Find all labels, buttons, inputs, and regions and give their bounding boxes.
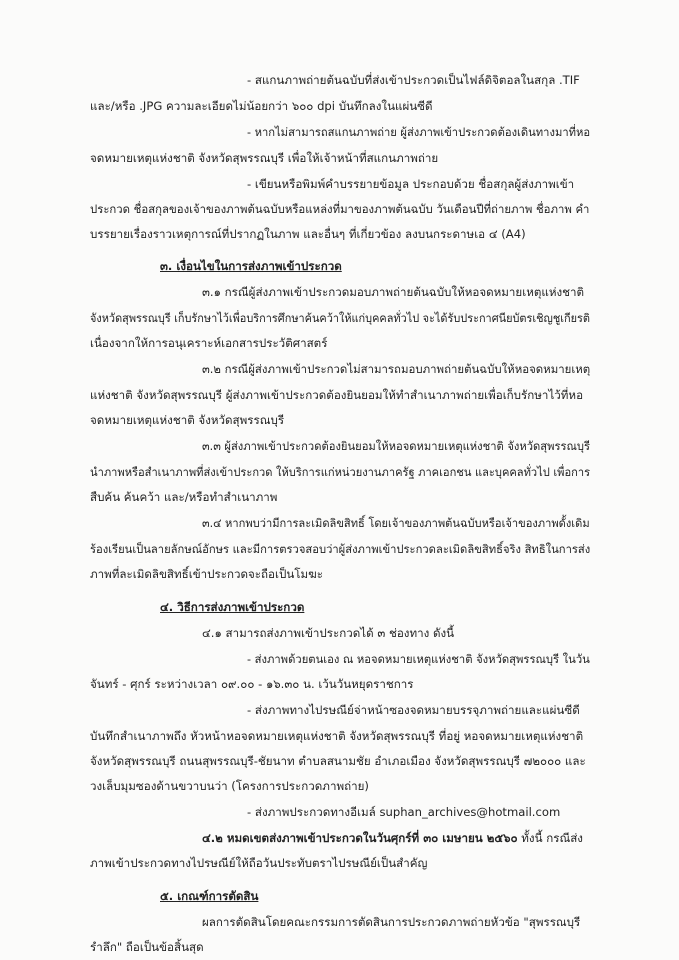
judging-text: ผลการตัดสินโดยคณะกรรมการตัดสินการประกวดภาพถ่ายหัวข้อ "สุพรรณบุรี xyxy=(202,915,581,929)
clause-3-1: ๓.๑ กรณีผู้ส่งภาพเข้าประกวดมอบภาพถ่ายต้นฉบับให้หอจดหมายเหตุแห่งชาติ xyxy=(202,285,585,299)
text-line: จันทร์ - ศุกร์ ระหว่างเวลา ๐๙.๐๐ - ๑๖.๓๐ น. เว้นวันหยุดราชการ xyxy=(90,677,414,691)
text-line: วงเล็บมุมซองด้านขวาบนว่า (โครงการประกวดภาพถ่าย) xyxy=(90,779,369,793)
text-line: รำลึก" ถือเป็นข้อสิ้นสุด xyxy=(90,940,204,954)
clause-3-2: ๓.๒ กรณีผู้ส่งภาพเข้าประกวดไม่สามารถมอบภาพถ่ายต้นฉบับให้หอจดหมายเหตุ xyxy=(202,362,591,376)
bullet-in-person: - ส่งภาพด้วยตนเอง ณ หอจดหมายเหตุแห่งชาติ จังหวัดสุพรรณบุรี ในวัน xyxy=(247,652,590,666)
text-line: และ/หรือ .JPG ความละเอียดไม่น้อยกว่า ๖๐๐ dpi บันทึกลงในแผ่นซีดี xyxy=(90,99,433,113)
bullet-email: - ส่งภาพประกวดทางอีเมล์ suphan_archives@hotmail.com xyxy=(247,805,561,819)
bullet-scan-file: - สแกนภาพถ่ายต้นฉบับที่ส่งเข้าประกวดเป็นไฟล์ดิจิตอลในสกุล .TIF xyxy=(247,73,580,87)
text-line: นำภาพหรือสำเนาภาพที่ส่งเข้าประกวด ให้บริการแก่หน่วยงานภาครัฐ ภาคเอกชน และบุคคลทั่วไป เพื่อการ xyxy=(90,465,591,479)
deadline-rest: ทั้งนี้ กรณีส่ง xyxy=(517,831,583,845)
text-line: สืบค้น ค้นคว้า และ/หรือทำสำเนาภาพ xyxy=(90,490,278,504)
text-line: จดหมายเหตุแห่งชาติ จังหวัดสุพรรณบุรี เพื่อให้เจ้าหน้าที่สแกนภาพถ่าย xyxy=(90,151,439,165)
text-line: ร้องเรียนเป็นลายลักษณ์อักษร และมีการตรวจสอบว่าผู้ส่งภาพเข้าประกวดละเมิดลิขสิทธิ์จริง สิทธิในการส่ง xyxy=(90,542,591,556)
bullet-no-scan: - หากไม่สามารถสแกนภาพถ่าย ผู้ส่งภาพเข้าประกวดต้องเดินทางมาที่หอ xyxy=(247,125,591,139)
text-line: ภาพเข้าประกวดทางไปรษณีย์ให้ถือวันประทับตราไปรษณีย์เป็นสำคัญ xyxy=(90,856,428,870)
bullet-post: - ส่งภาพทางไปรษณีย์จ่าหน้าซองจดหมายบรรจุภาพถ่ายและแผ่นซีดี xyxy=(247,703,580,717)
text-line: จังหวัดสุพรรณบุรี เก็บรักษาไว้เพื่อบริการศึกษาค้นคว้าให้แก่บุคคลทั่วไป จะได้รับประกาศนียบัตรเชิญชูเกียรติ xyxy=(90,311,590,325)
text-line: แห่งชาติ จังหวัดสุพรรณบุรี ผู้ส่งภาพเข้าประกวดต้องยินยอมให้ทำสำเนาภาพถ่ายเพื่อเก็บรักษาไว้ที่หอ xyxy=(90,388,584,402)
clause-3-3: ๓.๓ ผู้ส่งภาพเข้าประกวดต้องยินยอมให้หอจดหมายเหตุแห่งชาติ จังหวัดสุพรรณบุรี xyxy=(202,439,590,453)
text-line: บันทึกสำเนาภาพถึง หัวหน้าหอจดหมายเหตุแห่งชาติ จังหวัดสุพรรณบุรี ที่อยู่ หอจดหมายเหตุแห่งชาติ xyxy=(90,729,584,743)
section-4-heading: ๔. วิธีการส่งภาพเข้าประกวด xyxy=(160,600,305,614)
clause-3-4: ๓.๔ หากพบว่ามีการละเมิดลิขสิทธิ์ โดยเจ้าของภาพต้นฉบับหรือเจ้าของภาพดั้งเดิม xyxy=(202,516,590,530)
clause-4-1: ๔.๑ สามารถส่งภาพเข้าประกวดได้ ๓ ช่องทาง ดังนี้ xyxy=(202,626,455,640)
bullet-caption: - เขียนหรือพิมพ์คำบรรยายข้อมูล ประกอบด้วย ชื่อสกุลผู้ส่งภาพเข้า xyxy=(247,177,575,191)
text-line: จดหมายเหตุแห่งชาติ จังหวัดสุพรรณบุรี xyxy=(90,413,285,427)
section-3-heading: ๓. เงื่อนไขในการส่งภาพเข้าประกวด xyxy=(160,259,342,273)
text-line: เนื่องจากให้การอนุเคราะห์เอกสารประวัติศาสตร์ xyxy=(90,336,328,350)
text-line: จังหวัดสุพรรณบุรี ถนนสุพรรณบุรี-ชัยนาท ตำบลสนามชัย อำเภอเมือง จังหวัดสุพรรณบุรี ๗๒๐๐๐ และ xyxy=(90,754,586,768)
clause-4-2 xyxy=(202,829,583,847)
text-line: ประกวด ชื่อสกุลของเจ้าของภาพต้นฉบับหรือแหล่งที่มาของภาพต้นฉบับ วันเดือนปีที่ถ่ายภาพ ชื่อภาพ คำ xyxy=(90,202,590,216)
deadline-bold: ๔.๒ หมดเขตส่งภาพเข้าประกวดในวันศุกร์ที่ ๓๐ เมษายน ๒๕๖๐ xyxy=(202,831,518,845)
text-line: ภาพที่ละเมิดลิขสิทธิ์เข้าประกวดจะถือเป็นโมฆะ xyxy=(90,567,323,581)
text-line: บรรยายเรื่องราวเหตุการณ์ที่ปรากฏในภาพ และอื่นๆ ที่เกี่ยวข้อง ลงบนกระดาษเอ ๔ (A4) xyxy=(90,227,526,241)
section-5-heading: ๕. เกณฑ์การตัดสิน xyxy=(160,889,259,903)
